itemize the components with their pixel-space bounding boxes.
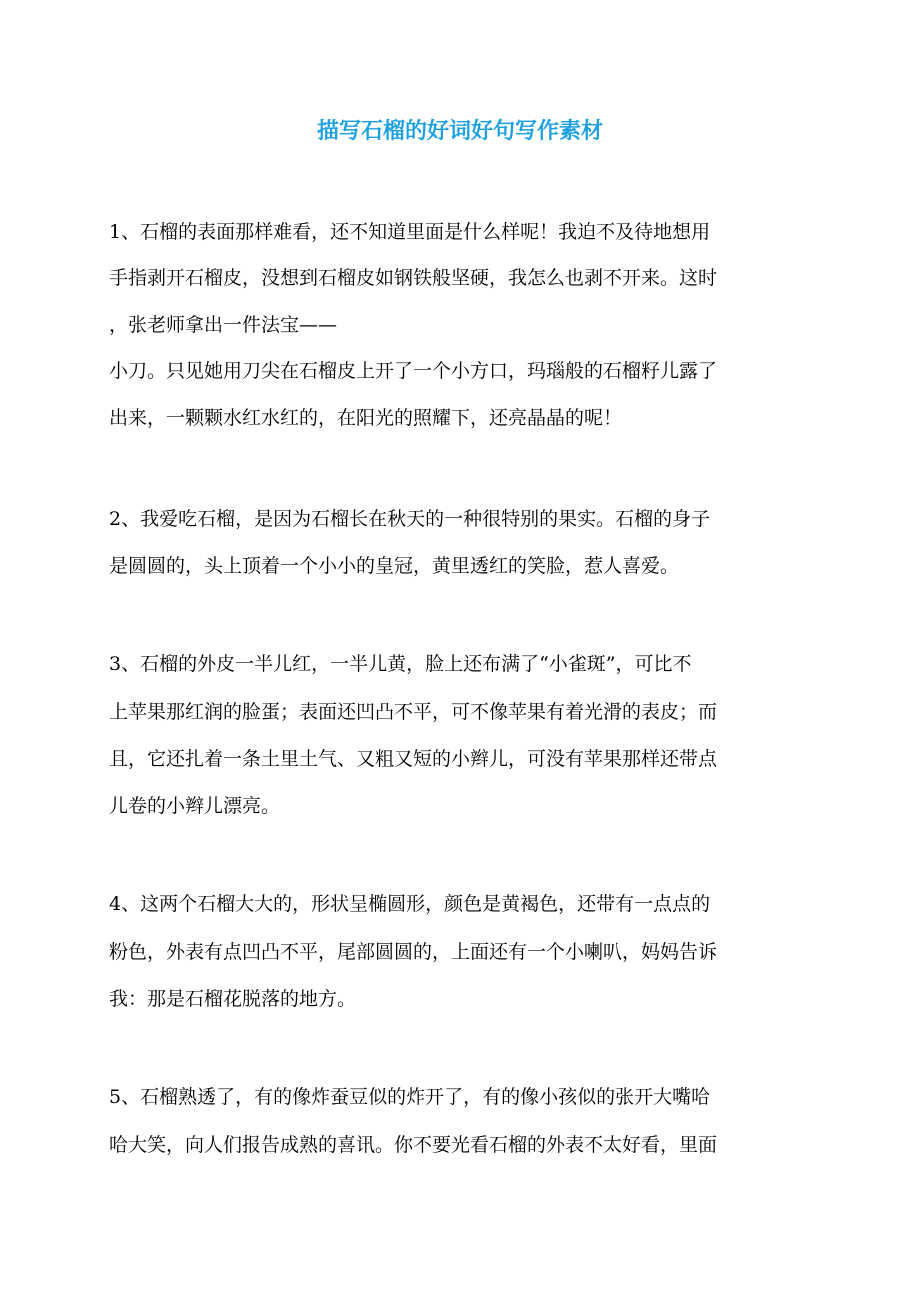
- paragraph-line: 粉色，外表有点凹凸不平，尾部圆圆的，上面还有一个小喇叭，妈妈告诉: [109, 941, 718, 963]
- paragraph-line: 4、这两个石榴大大的，形状呈椭圆形，颜色是黄褐色，还带有一点点的: [109, 893, 711, 915]
- paragraph-line: 儿卷的小辫儿漂亮。: [109, 795, 281, 817]
- paragraph-line: 3、石榴的外皮一半儿红，一半儿黄，脸上还布满了“小雀斑”，可比不: [109, 653, 692, 675]
- paragraph-line: 哈大笑，向人们报告成熟的喜讯。你不要光看石榴的外表不太好看，里面: [109, 1134, 718, 1156]
- paragraph-line: 1、石榴的表面那样难看，还不知道里面是什么样呢！我迫不及待地想用: [109, 221, 711, 243]
- paragraph-line: 是圆圆的，头上顶着一个小小的皇冠，黄里透红的笑脸，惹人喜爱。: [109, 555, 680, 577]
- paragraph-line: ，张老师拿出一件法宝——: [109, 314, 338, 336]
- paragraph-line: 小刀。只见她用刀尖在石榴皮上开了一个小方口，玛瑙般的石榴籽儿露了: [109, 360, 718, 382]
- paragraph-line: 手指剥开石榴皮，没想到石榴皮如钢铁般坚硬，我怎么也剥不开来。这时: [109, 267, 718, 289]
- paragraph-line: 我：那是石榴花脱落的地方。: [109, 988, 357, 1010]
- document-title: 描写石榴的好词好句写作素材: [316, 118, 603, 144]
- paragraph-line: 上苹果那红润的脸蛋；表面还凹凸不平，可不像苹果有着光滑的表皮；而: [109, 701, 718, 723]
- paragraph-line: 2、我爱吃石榴，是因为石榴长在秋天的一种很特别的果实。石榴的身子: [109, 508, 711, 530]
- paragraph-line: 出来，一颗颗水红水红的，在阳光的照耀下，还亮晶晶的呢！: [109, 407, 623, 429]
- paragraph-line: 5、石榴熟透了，有的像炸蚕豆似的炸开了，有的像小孩似的张开大嘴哈: [109, 1086, 711, 1108]
- paragraph-line: 且，它还扎着一条土里土气、又粗又短的小辫儿，可没有苹果那样还带点: [109, 748, 718, 770]
